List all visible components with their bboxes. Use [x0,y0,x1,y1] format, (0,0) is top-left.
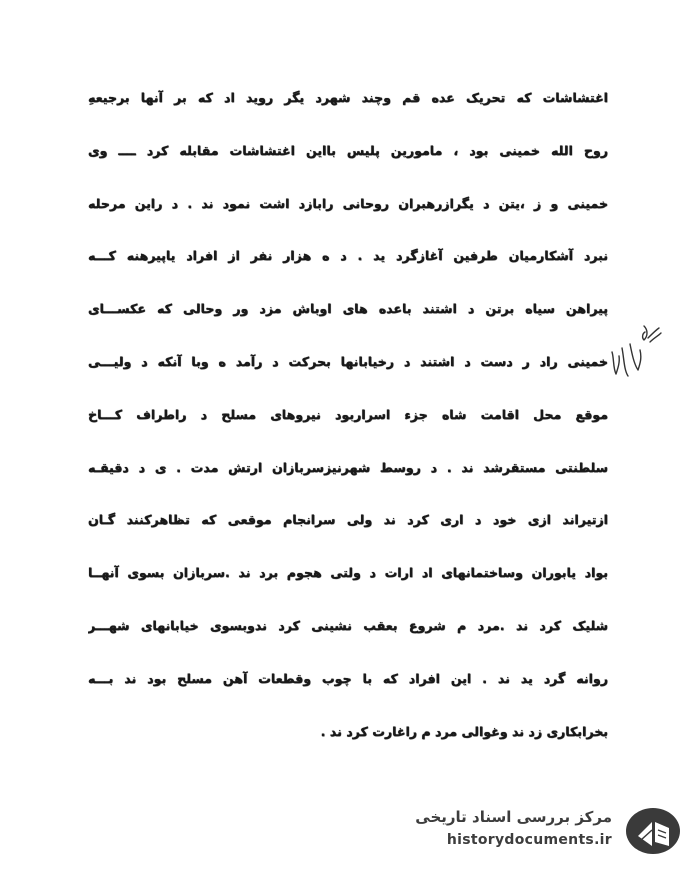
document-line: بواد یابوران وساختمانهای اد ارات د ولتی هجوم برد ند .سربازان بسوی آنهــا [88,565,608,581]
document-line: موقع محل اقامت شاه جزء اسراربود نیروهای مسلح د راطراف کـــاخ [88,406,608,422]
watermark-url: historydocuments.ir [446,832,612,848]
document-line: ازتیراند ازی خود د اری کرد ند ولی سرانجام موقعی که تظاهرکنند گـان [88,512,608,528]
watermark-title: مرکز بررسی اسناد تاریخی [415,808,612,826]
handwritten-signature [604,318,668,386]
watermark [384,804,684,858]
book-logo-icon [624,806,682,856]
document-line: سلطنتی مستقرشد ند . د روسط شهرنیزسربازان ارتش مدت . ی د دقیقـه [88,459,608,475]
document-line: پیراهن سیاه برتن د اشتند باعده های اوباش مزد ور وحالی که عکســـای [88,301,608,317]
document-line: روانه گرد ید ند . این افراد که با چوب وقطعات آهن مسلح بود ند بـــه [88,670,608,686]
document-line: روح الله خمینی بود ، مامورین پلیس بااین اغتشاشات مقابله کرد ــــ وی [88,142,608,158]
document-line: خمینی راد ر دست د اشتند د رخیابانها بحرکت د رآمد ه وبا آنکه د ولیـــی [88,353,608,369]
document-line: اغتشاشات که تحریک عده قم وچند شهرد یگر روید اد که بر آنها برجیعهِ [88,90,608,105]
document-line: نبرد آشکارمیان طرفین آغازگرد ید . د ه هزار نفر از افراد یاپیرهنه کـــه [88,248,608,264]
document-body [88,72,608,758]
document-line: بخرابکاری زد ند وغوالی مرد م راغارت کرد ند . [320,723,608,739]
document-line: شلیک کرد ند .مرد م شروع بعقب نشینی کرد ندوبسوی خیابانهای شهـــر [88,617,608,633]
document-line: خمینی و ز ،یتن د یگرازرهبران روحانی رابازد اشت نمود ند . د راین مرحله [88,195,608,211]
